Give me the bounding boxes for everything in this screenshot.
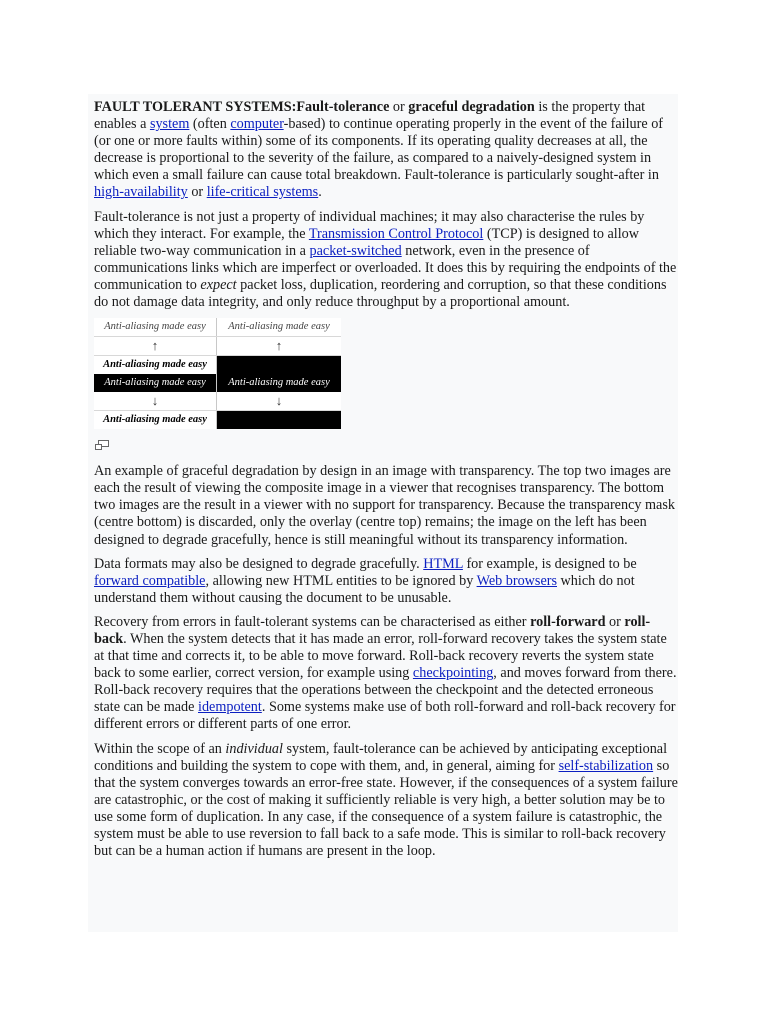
link-packet-switched[interactable]: packet-switched (309, 242, 402, 259)
figure-caption-cell: Anti-aliasing made easy (94, 318, 216, 336)
text: Data formats may also be designed to degrade gracefully. (94, 555, 424, 572)
text: (often (189, 116, 231, 133)
text: Fault-tolerance is not just a property of individual machines; it may also characterise the rules by which they interact. For example, the (94, 208, 645, 242)
figure-black-block (216, 356, 341, 374)
paragraph-scope (94, 741, 678, 861)
text: or (187, 184, 207, 201)
link-self-stabilization[interactable]: self-stabilization (558, 757, 654, 774)
text: , allowing new HTML entities to be ignored by (205, 572, 477, 589)
term-fault-tolerance: Fault-tolerance (296, 99, 390, 115)
link-life-critical-systems[interactable]: life-critical systems (206, 184, 319, 201)
text: or (605, 613, 625, 630)
term-roll-back: roll-back (94, 613, 651, 647)
link-computer[interactable]: computer (230, 116, 284, 133)
paragraph-interaction (94, 209, 678, 312)
figure-row-arrow-up (94, 336, 341, 355)
link-idempotent[interactable]: idempotent (198, 699, 262, 716)
enlarge-icon[interactable] (94, 439, 678, 453)
figure-row-arrow-down (94, 392, 341, 410)
text: is the property that enables a (94, 99, 646, 133)
paragraph-data-formats (94, 556, 678, 607)
figure-caption-cell: Anti-aliasing made easy (94, 356, 216, 374)
text: packet loss, duplication, reordering and corruption, so that these conditions do not damage data integrity, and only reduce throughput by a proportional amount. (94, 276, 667, 311)
link-high-availability[interactable]: high-availability (94, 184, 188, 201)
link-forward-compatible[interactable]: forward compatible (94, 572, 206, 589)
figure-row-composite (94, 355, 341, 374)
figure-row-no-transparency (94, 410, 341, 429)
text: or (389, 99, 409, 115)
link-html[interactable]: HTML (423, 555, 463, 572)
text: for example, is designed to be (462, 555, 637, 572)
text: . When the system detects that it has made an error, roll-forward recovery takes the system state at that time and corrects it, to be able to move forward. Roll-back recovery reverts the system state back to some earlier, correct version, for example using (94, 630, 667, 682)
text: , and moves forward from there. Roll-back recovery requires that the operations between the checkpoint and the detected erroneous state can be made (94, 665, 677, 716)
link-web-browsers[interactable]: Web browsers (476, 572, 557, 589)
text: so that the system converges towards an error-free state. However, if the consequences of a system failure are catastrophic, or the cost of making it sufficiently reliable is very high, a better solution may be to use some form of duplication. In any case, if the consequence of a system failure is catastrophic, the system must be able to use reversion to fall back to a safe mode. This is similar to roll-back recovery but can be a human action if humans are present in the loop. (94, 757, 678, 860)
paragraph-recovery (94, 614, 678, 734)
paragraph-intro (94, 99, 678, 202)
arrow-down-icon: ↓ (216, 392, 341, 410)
arrow-up-icon: ↑ (94, 337, 216, 355)
figure-black-block (216, 411, 341, 429)
link-system[interactable]: system (149, 116, 190, 133)
term-graceful-degradation: graceful degradation (408, 99, 535, 115)
link-checkpointing[interactable]: checkpointing (412, 665, 494, 682)
text: network, even in the presence of communications links which are imperfect or overloaded. It does this by requiring the endpoints of the communication to (94, 242, 677, 293)
section-heading: FAULT TOLERANT SYSTEMS: (94, 99, 297, 115)
link-tcp[interactable]: Transmission Control Protocol (308, 225, 484, 242)
article-body (94, 99, 678, 867)
text: Within the scope of an (94, 740, 226, 757)
term-roll-forward: roll-forward (530, 613, 606, 630)
text: Recovery from errors in fault-tolerant systems can be characterised as either (94, 613, 531, 630)
figure-caption-cell: Anti-aliasing made easy (94, 411, 216, 429)
text: system, fault-tolerance can be achieved by anticipating exceptional conditions and building the system to cope with them, and, in general, aiming for (94, 740, 668, 774)
arrow-down-icon: ↓ (94, 392, 216, 410)
emphasis-expect: expect (200, 276, 237, 293)
emphasis-individual: individual (225, 740, 283, 757)
text: (TCP) is designed to allow reliable two-way communication in a (94, 225, 639, 259)
text: . Some systems make use of both roll-forward and roll-back recovery for different errors or different parts of one error. (94, 699, 676, 733)
arrow-up-icon: ↑ (216, 337, 341, 355)
text: -based) to continue operating properly in the event of the failure of (or one or more faults within) some of its components. If its operating quality decreases at all, the decrease is proportional to the severity of the failure, as compared to a naively-designed system in which even a small failure can cause total breakdown. Fault-tolerance is particularly sought-after in (94, 116, 664, 184)
figure-caption-cell: Anti-aliasing made easy (216, 374, 341, 392)
figure-caption-cell: Anti-aliasing made easy (94, 374, 216, 392)
anti-aliasing-figure (94, 318, 341, 429)
figure-caption-cell: Anti-aliasing made easy (216, 318, 341, 336)
text: which do not understand them without causing the document to be unusable. (94, 572, 635, 606)
figure-row-top (94, 318, 341, 336)
figure-row-inverted (94, 374, 341, 392)
figure-caption: An example of graceful degradation by design in an image with transparency. The top two images are each the result of viewing the composite image in a viewer that recognises transparency. The bottom two images are the result in a viewer with no support for transparency. Because the transparency mask (centre bottom) is discarded, only the overlay (centre top) remains; the image on the left has been designed to degrade gracefully, hence is still meaningful without its transparency information. (94, 463, 675, 548)
text: . (318, 184, 322, 201)
